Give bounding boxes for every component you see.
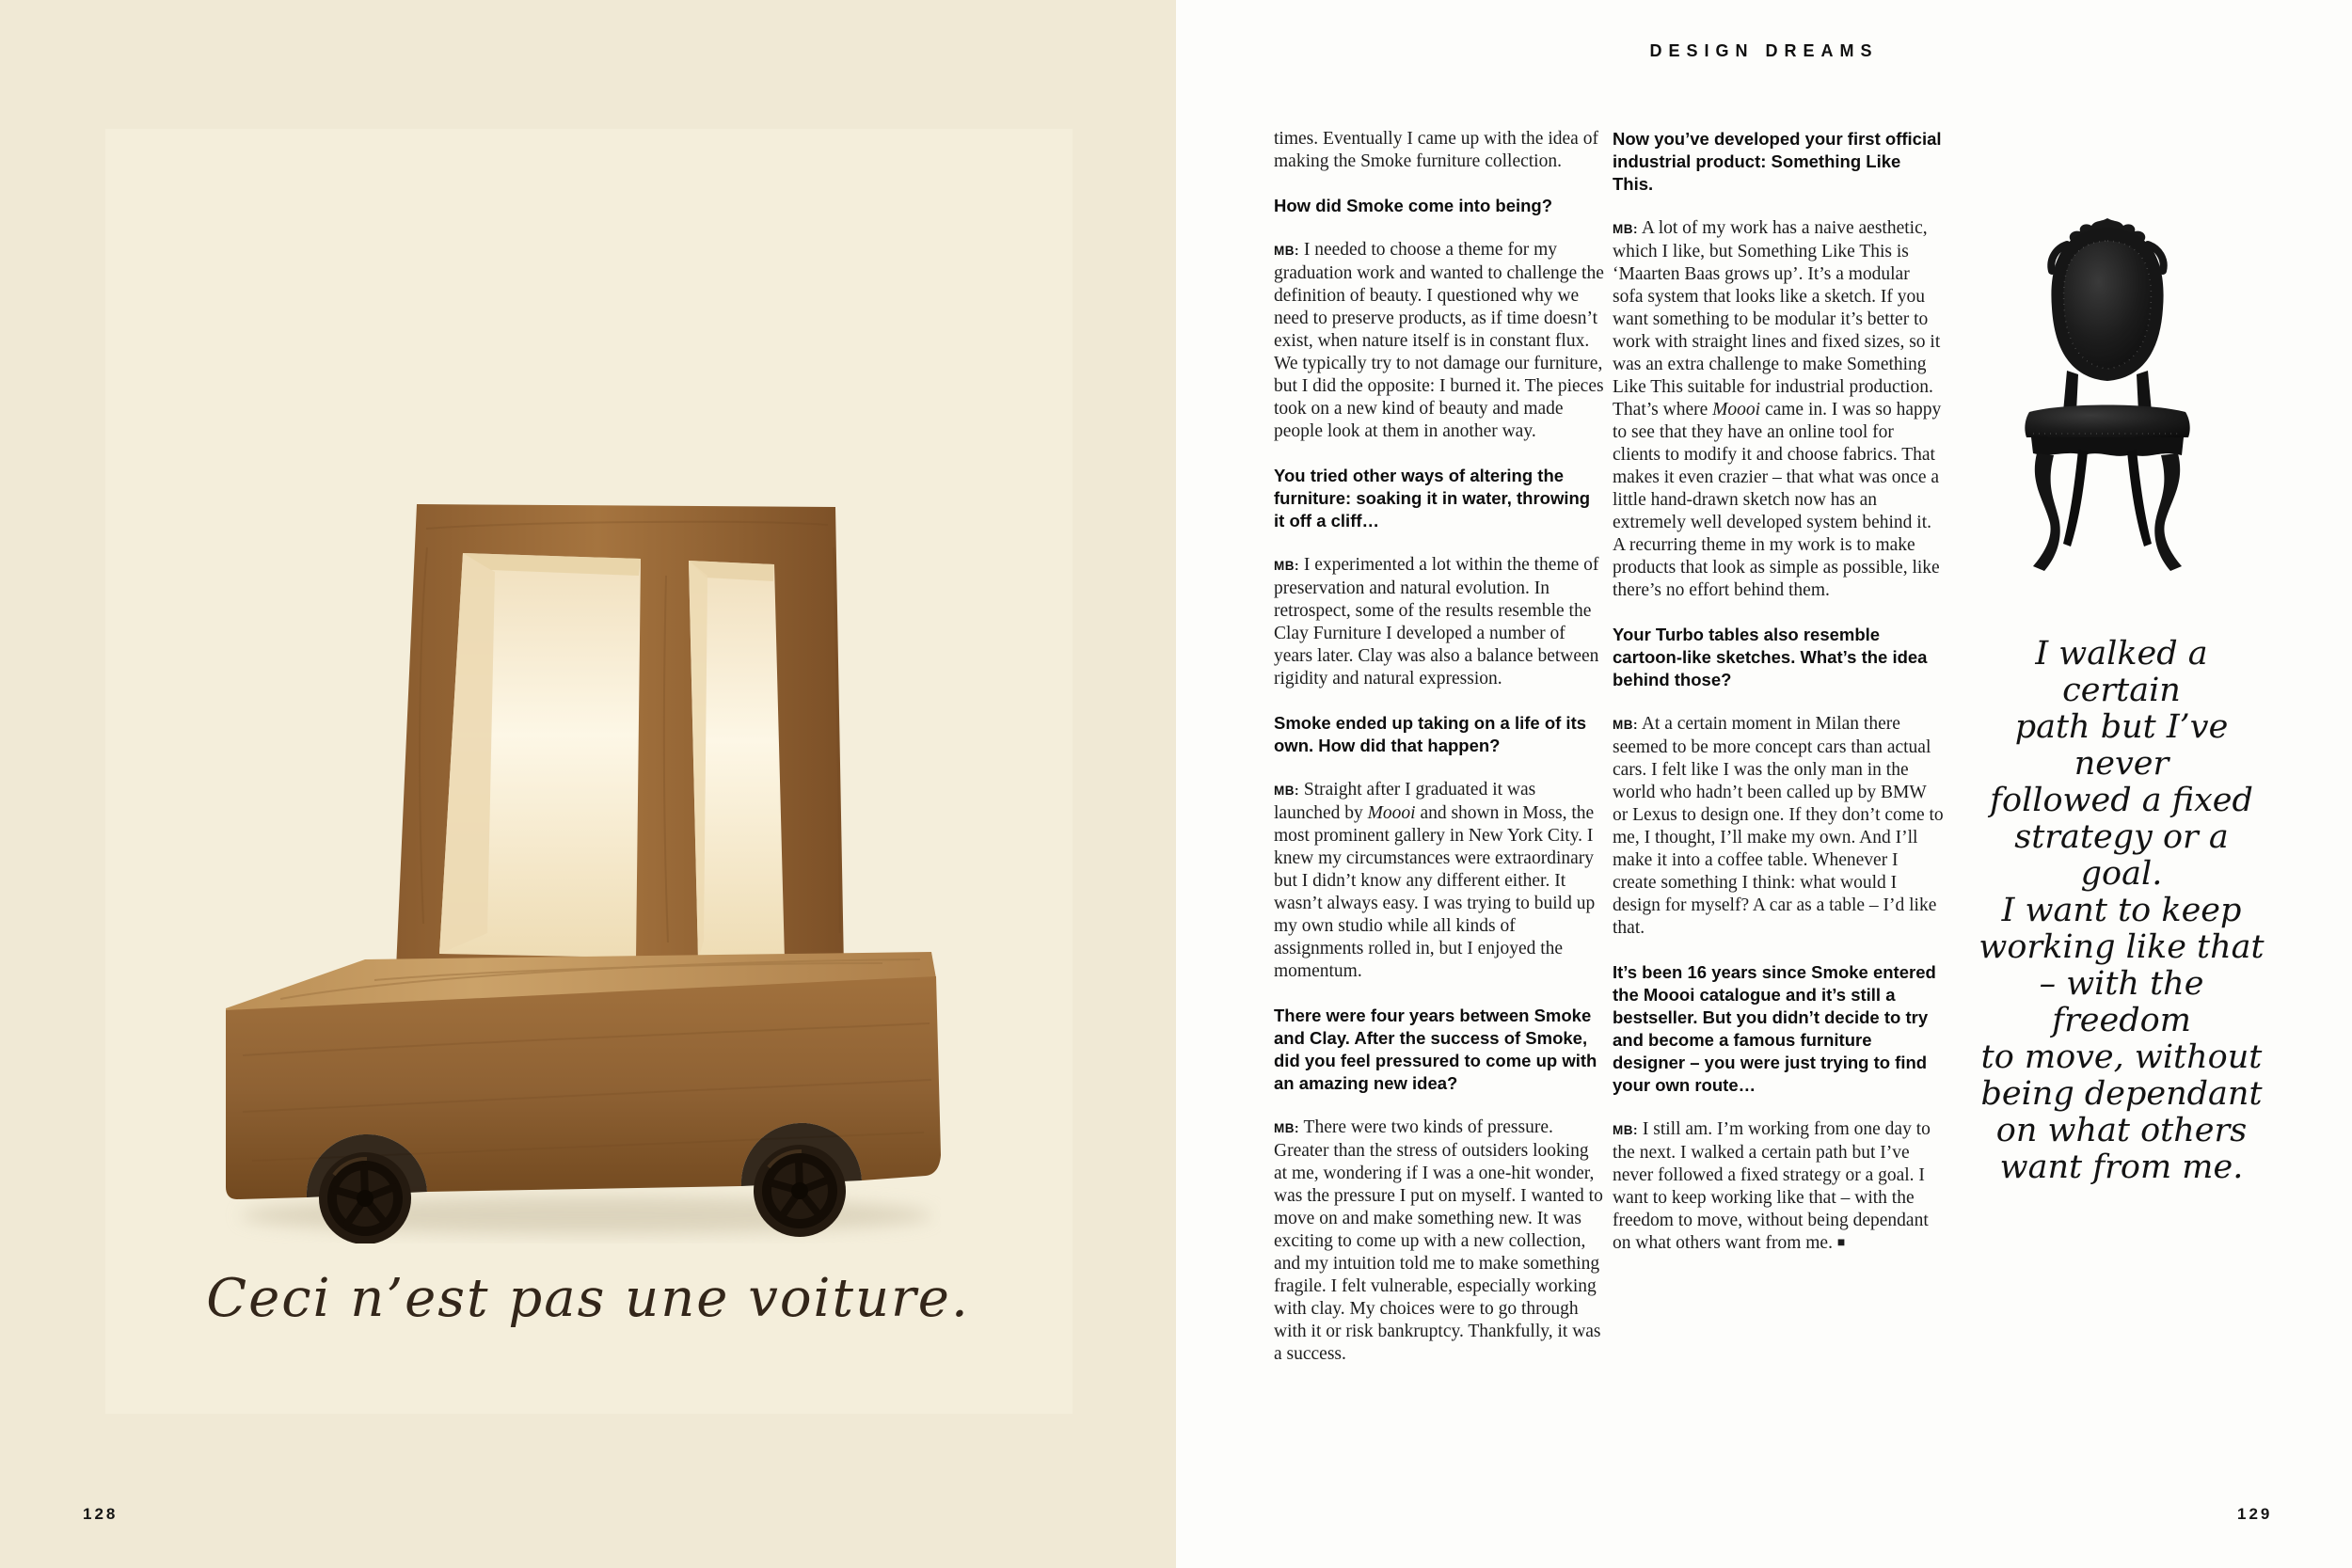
section-header: DESIGN DREAMS <box>1649 41 1879 60</box>
pull-quote-line: on what others <box>1995 1112 2248 1149</box>
black-chair-illustration <box>2009 213 2206 586</box>
pull-quote-line: I walked a certain <box>2035 635 2208 709</box>
speaker-label: MB: <box>1613 718 1638 732</box>
interview-paragraph: MB: A lot of my work has a naive aesthetic, which I like, but Something Like This is ‘Maarten Baas grows up’. It’s a modular sofa system that looks like a sketch. If you want something to be modular it’s better to work with straight lines and fixed sizes, so it was an extra challenge to make Something Like This suitable for industrial production. That’s where Moooi came in. I was so happy to see that they have an online tool for clients to modify it and choose fabrics. That makes it even crazier – that what was once a little hand-drawn sketch now has an extremely well developed system behind it. A recurring theme in my work is to make products that look as simple as possible, like there’s no effort behind them. <box>1613 218 1942 600</box>
interview-question: Now you’ve developed your first official industrial product: Something Like This. <box>1613 129 1942 194</box>
interview-paragraph: MB: I experimented a lot within the theme of preservation and natural evolution. In retrospect, some of the results resemble the Clay Furniture I developed a number of years later. Clay was also a balance between rigidity and natural expression. <box>1274 555 1599 689</box>
pull-quote-line: I want to keep <box>2001 892 2242 929</box>
interview-question: There were four years between Smoke and Clay. After the success of Smoke, did you feel pressured to come up with an amazing new idea? <box>1274 1006 1597 1093</box>
page-number-right: 129 <box>2237 1505 2273 1523</box>
smoke-chair-image <box>2009 213 2206 586</box>
interview-question: How did Smoke come into being? <box>1274 196 1553 215</box>
speaker-label: MB: <box>1274 784 1299 798</box>
interview-paragraph: MB: I needed to choose a theme for my graduation work and wanted to challenge the definition of beauty. I questioned why we need to preserve products, as if time doesn’t exist, when nature itself is in constant flux. We typically try to not damage our furniture, but I did the opposite: I burned it. The pieces took on a new kind of beauty and made people look at them in another way. <box>1274 240 1604 441</box>
page-number-left: 128 <box>83 1505 119 1523</box>
end-mark: ■ <box>1836 1236 1846 1250</box>
wooden-car-illustration <box>224 491 941 1243</box>
interview-question: It’s been 16 years since Smoke entered the Moooi catalogue and it’s still a bestseller. But you didn’t decide to try and become a famous furniture designer – you were just trying to find your own route… <box>1613 962 1936 1095</box>
pull-quote-line: strategy or a goal. <box>2014 818 2229 893</box>
wooden-car-image <box>224 491 941 1243</box>
interview-question: Your Turbo tables also resemble cartoon-like sketches. What’s the idea behind those? <box>1613 625 1928 689</box>
pull-quote <box>1971 636 2272 1186</box>
speaker-label: MB: <box>1613 1123 1638 1137</box>
car-caption: Ceci n’est pas une voiture. <box>206 1268 970 1329</box>
pull-quote-line: followed a fixed <box>1990 782 2253 819</box>
pull-quote-line: being dependant <box>1980 1075 2263 1113</box>
interview-column-1 <box>1274 128 1605 1387</box>
pull-quote-line: working like that <box>1979 928 2265 966</box>
pull-quote-line: to move, without <box>1980 1038 2263 1076</box>
speaker-label: MB: <box>1274 244 1299 258</box>
speaker-label: MB: <box>1274 559 1299 573</box>
speaker-label: MB: <box>1613 222 1638 236</box>
pull-quote-line: – with the freedom <box>2039 965 2204 1039</box>
interview-question: You tried other ways of altering the furniture: soaking it in water, throwing it off a cliff… <box>1274 466 1591 531</box>
right-page <box>1176 0 2352 1568</box>
interview-paragraph: MB: At a certain moment in Milan there seemed to be more concept cars than actual cars. I felt like I was the only man in the world who hadn’t been called up by BMW or Lexus to design one. If they don’t come to me, I thought, I’ll make my own. And I’ll make it into a coffee table. Whenever I create something I think: what would I design for myself? A car as a table – I’d like that. <box>1613 714 1944 938</box>
speaker-label: MB: <box>1274 1121 1299 1135</box>
interview-paragraph: times. Eventually I came up with the idea of making the Smoke furniture collection. <box>1274 129 1598 171</box>
interview-paragraph: MB: Straight after I graduated it was launched by Moooi and shown in Moss, the most prominent gallery in New York City. I knew my circumstances were extraordinary but I didn’t know any different either. It wasn’t always easy. I was trying to build up my own studio while all kinds of assignments rolled in, but I enjoyed the momentum. <box>1274 780 1596 981</box>
interview-column-2 <box>1613 128 1944 1278</box>
interview-question: Smoke ended up taking on a life of its own. How did that happen? <box>1274 713 1587 755</box>
interview-paragraph: MB: There were two kinds of pressure. Greater than the stress of outsiders looking at me, wondering if I was a one-hit wonder, was the pressure I put on myself. I wanted to move on and make something new. It was exciting to come up with a new collection, and my intuition told me to make something fragile. I felt vulnerable, especially working with clay. My choices were to go through with it or risk bankruptcy. Thankfully, it was a success. <box>1274 1117 1603 1364</box>
interview-paragraph: MB: I still am. I’m working from one day to the next. I walked a certain path but I’ve never followed a fixed strategy or a goal. I want to keep working like that – with the freedom to move, without being dependant on what others want from me. ■ <box>1613 1119 1931 1253</box>
pull-quote-line: want from me. <box>1999 1148 2244 1186</box>
pull-quote-line: path but I’ve never <box>2014 708 2229 783</box>
